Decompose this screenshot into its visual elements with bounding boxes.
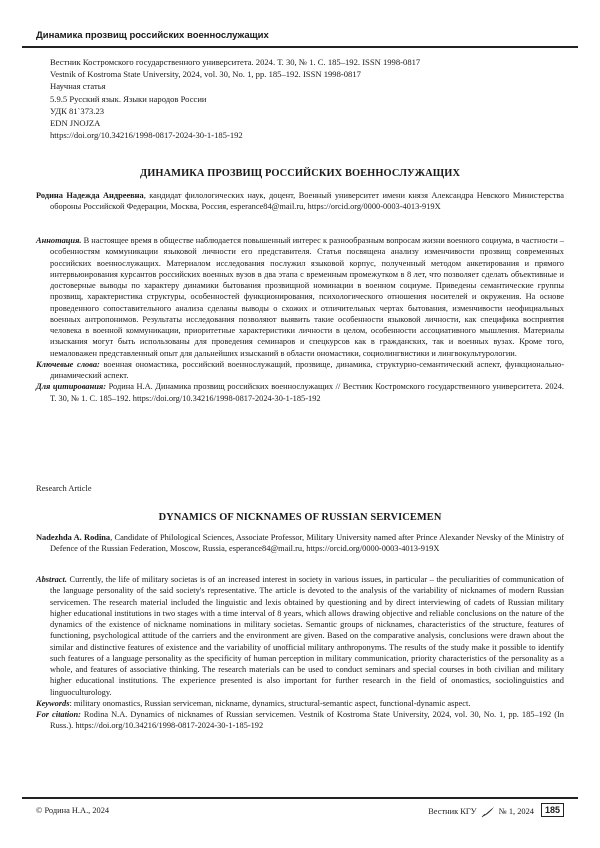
en-keywords-label: Keywords — [36, 698, 70, 708]
en-author-name: Nadezhda A. Rodina — [36, 533, 111, 542]
en-abstract-text: Currently, the life of military societas is of an increased interest in society in various issues, in particular – the peculiarities of communication of the language personality of the said society's representative. The article is devoted to the analysis of the variability of nicknames of modern Russian servicemen. The research material included the linguistic and lexis obtained by questioning and by direct interviewing of cadets of Russian military higher educational institutions in two stages with a time interval of 8 years, which allows drawing objective and reliable conclusions on the nature of the dynamics of the existence of nickname nominations in military societas. Semantic groups of nicknames, characteristics of the structure, features of functioning, psychological attitude of the carriers and the environment are given. Based on the comparative analysis, conclusions were drawn about the similar and distinctive features of existence and the variability of unofficial military anthroponyms. The results of the study make it possible to identify such features of a language personality as the specificity of human perception in military communication, priority characteristics of the personality as a whole, and features of associative thinking. The research materials can be used to conduct seminars and special courses in both civilian and military higher educational institutions. The experience presented is also important for further research in the field of onomastics, sociolinguistics and linguoculturology. — [50, 575, 564, 697]
meta-line: УДК 81`373.23 — [50, 105, 105, 116]
ru-title: ДИНАМИКА ПРОЗВИЩ РОССИЙСКИХ ВОЕННОСЛУЖАЩИХ — [139, 168, 461, 179]
footer-rule — [22, 797, 578, 799]
en-citation-text: Rodina N.A. Dynamics of nicknames of Russian servicemen. Vestnik of Kostroma State University, 2024, vol. 30, No. 1, pp. 185–192 (In Russ.). https://doi.org/10.34216/1998-0817-2024-30-1-185-192 — [50, 710, 564, 731]
ru-keywords-text: военная ономастика, российский военнослужащий, прозвище, динамика, структурно-семантический аспект, функционально-динамический аспект. — [50, 359, 564, 380]
meta-line: Научная статья — [50, 81, 106, 92]
research-article-label: Research Article — [36, 484, 92, 493]
ru-abstract-text: В настоящее время в обществе наблюдается повышенный интерес к разнообразным вопросам жизни военного социума, в частности – особенностям коммуникации языковой личности его представителя. Статья посвящена анализу изменчивости прозвищ современных российских военнослужащих. Материалом исследования послужил языковой корпус, полученный методом анкетирования и прямого интервьюирования курсантов российских военных вузов в два этапа с временным промежутком в 8 лет, что позволяет сделать объективные и достоверные выводы по характеру динамики бытования прозвищной номинации в военном социуме. Приведены семантические группы прозвищ, характеристика структуры, особенностей функционирования, психологического отношения носителей и окружения. На основе проведенного сопоставительного анализа сделаны выводы о схожих и отличительных чертах бытования, изменчивости неофициальных военных антропонимов. Результаты исследования позволяют выявить такие особенности языковой личности, как специфика восприятия человека в военной коммуникации, приоритетные характеристики личности в целом, особенности ассоциативного мышления. Материалы изыскания могут быть использованы для проведения семинаров и спецкурсов как в гражданских, так и военных вузах. Кроме того, немаловажен представленный опыт для дальнейших изысканий в области ономастики, социолингвистики и лингвокультурологии. — [50, 236, 564, 358]
page-footer — [36, 803, 564, 819]
header-rule — [22, 46, 578, 48]
meta-line: Vestnik of Kostroma State University, 2024, vol. 30, No. 1, pp. 185–192. ISSN 1998-0817 — [50, 69, 361, 80]
en-author-affiliation: , Candidate of Philological Sciences, Associate Professor, Military University named after Prince Alexander Nevsky of the Ministry of Defence of the Russian Federation, Moscow, Russia, esperance84@mail.ru, https://orcid.org/0000-0003-4013-919X — [50, 533, 564, 554]
ru-author — [36, 190, 564, 213]
ru-abstract-label: Аннотация. — [36, 236, 82, 245]
article-meta — [50, 56, 420, 141]
ru-keywords-label: Ключевые слова: — [36, 359, 100, 369]
ru-author-affiliation: , кандидат филологических наук, доцент, Военный университет имени князя Александра Невского Министерства обороны Российской Федерации, Москва, Россия, esperance84@mail.ru, https://orcid.org/0000-0003-4013-919X — [50, 191, 564, 212]
meta-line: EDN JNOJZA — [50, 118, 101, 129]
en-abstract — [36, 574, 564, 732]
page-number: 185 — [541, 803, 564, 817]
journal-issue — [428, 806, 534, 818]
copyright: © Родина Н.А., 2024 — [36, 806, 110, 815]
en-title: DYNAMICS OF NICKNAMES OF RUSSIAN SERVICEMEN — [158, 512, 442, 523]
running-head: Динамика прозвищ российских военнослужащих — [36, 30, 269, 41]
quill-icon — [481, 806, 495, 818]
ru-citation-label: Для цитирования: — [36, 382, 107, 392]
ru-abstract — [36, 235, 564, 404]
meta-line: Вестник Костромского государственного университета. 2024. Т. 30, № 1. С. 185–192. ISSN 1998-0817 — [50, 57, 421, 67]
en-abstract-label: Abstract. — [36, 575, 67, 584]
ru-citation-text: Родина Н.А. Динамика прозвищ российских военнослужащих // Вестник Костромского государственного университета. 2024. Т. 30, № 1. С. 185–192. https://doi.org/10.34216/1998-0817-2024-30-1-185-192 — [50, 382, 564, 403]
en-citation-label: For citation: — [36, 710, 81, 719]
meta-line: https://doi.org/10.34216/1998-0817-2024-30-1-185-192 — [50, 130, 243, 141]
meta-line: 5.9.5 Русский язык. Языки народов России — [50, 93, 207, 104]
ru-author-name: Родина Надежда Андреевна — [36, 191, 144, 200]
en-author — [36, 532, 564, 555]
en-keywords-text: : military onomastics, Russian serviceman, nickname, dynamics, structural-semantic aspect, functional-dynamic aspect. — [69, 698, 471, 708]
journal-name: Вестник КГУ — [428, 806, 477, 816]
issue-number: № 1, 2024 — [498, 806, 534, 816]
